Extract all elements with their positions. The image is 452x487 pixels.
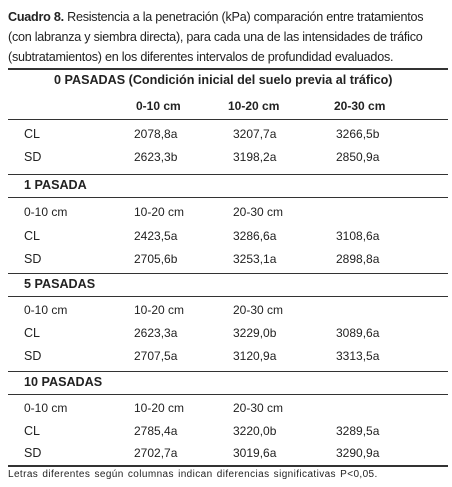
rule xyxy=(8,197,448,198)
table-cell: 3229,0b xyxy=(233,326,277,340)
column-header: 20-30 cm xyxy=(233,303,284,317)
table-cell: 3019,6a xyxy=(233,446,277,460)
table-cell: 2785,4a xyxy=(134,424,178,438)
table-cell: 3290,9a xyxy=(336,446,380,460)
column-header: 0-10 cm xyxy=(24,401,68,415)
table-cell: 3286,6a xyxy=(233,229,277,243)
table-cell: 3108,6a xyxy=(336,229,380,243)
column-header: 20-30 cm xyxy=(334,99,386,113)
footnote: Letras diferentes según columnas indican diferencias significativas P<0,05. xyxy=(8,469,378,480)
column-header: 20-30 cm xyxy=(233,205,284,219)
section-title: 10 PASADAS xyxy=(24,375,103,389)
treatment-label: CL xyxy=(24,229,40,243)
table-cell: 2623,3a xyxy=(134,326,178,340)
table-cell: 2850,9a xyxy=(336,150,380,164)
treatment-label: SD xyxy=(24,349,42,363)
column-header: 10-20 cm xyxy=(134,205,185,219)
column-header: 10-20 cm xyxy=(228,99,280,113)
rule xyxy=(8,465,448,467)
treatment-label: SD xyxy=(24,446,42,460)
rule xyxy=(8,371,448,372)
rule xyxy=(8,68,448,70)
table-cell: 2898,8a xyxy=(336,252,380,266)
table-cell: 2623,3b xyxy=(134,150,178,164)
table-cell: 2705,6b xyxy=(134,252,178,266)
rule xyxy=(8,296,448,297)
table-cell: 2707,5a xyxy=(134,349,178,363)
rule xyxy=(8,273,448,274)
treatment-label: SD xyxy=(24,150,42,164)
treatment-label: CL xyxy=(24,424,40,438)
section-title: 1 PASADA xyxy=(24,178,87,192)
caption-label: Cuadro 8. xyxy=(8,10,64,24)
rule xyxy=(8,119,448,120)
table-cell: 3120,9a xyxy=(233,349,277,363)
table-cell: 2423,5a xyxy=(134,229,178,243)
table-cell: 3313,5a xyxy=(336,349,380,363)
column-header: 0-10 cm xyxy=(136,99,181,113)
table-cell: 3089,6a xyxy=(336,326,380,340)
treatment-label: CL xyxy=(24,127,40,141)
column-header: 0-10 cm xyxy=(24,205,68,219)
rule xyxy=(8,394,448,395)
table-cell: 3253,1a xyxy=(233,252,277,266)
table-cell: 3198,2a xyxy=(233,150,277,164)
table-cell: 3289,5a xyxy=(336,424,380,438)
column-header: 20-30 cm xyxy=(233,401,284,415)
column-header: 0-10 cm xyxy=(24,303,68,317)
section-title: 5 PASADAS xyxy=(24,277,96,291)
table-cell: 2702,7a xyxy=(134,446,178,460)
table-cell: 3220,0b xyxy=(233,424,277,438)
section-title: 0 PASADAS (Condición inicial del suelo previa al tráfico) xyxy=(54,73,393,87)
column-header: 10-20 cm xyxy=(134,303,185,317)
treatment-label: SD xyxy=(24,252,42,266)
column-header: 10-20 cm xyxy=(134,401,185,415)
table-cell: 3207,7a xyxy=(233,127,277,141)
table-caption xyxy=(8,7,448,67)
caption-text: Resistencia a la penetración (kPa) comparación entre tratamientos (con labranza y siembra directa), para cada una de las intensidades de tráfico (subtratamientos) en los diferentes intervalos de profundidad evaluados. xyxy=(8,10,424,64)
rule xyxy=(8,174,448,175)
treatment-label: CL xyxy=(24,326,40,340)
table-cell: 2078,8a xyxy=(134,127,178,141)
table-cell: 3266,5b xyxy=(336,127,380,141)
